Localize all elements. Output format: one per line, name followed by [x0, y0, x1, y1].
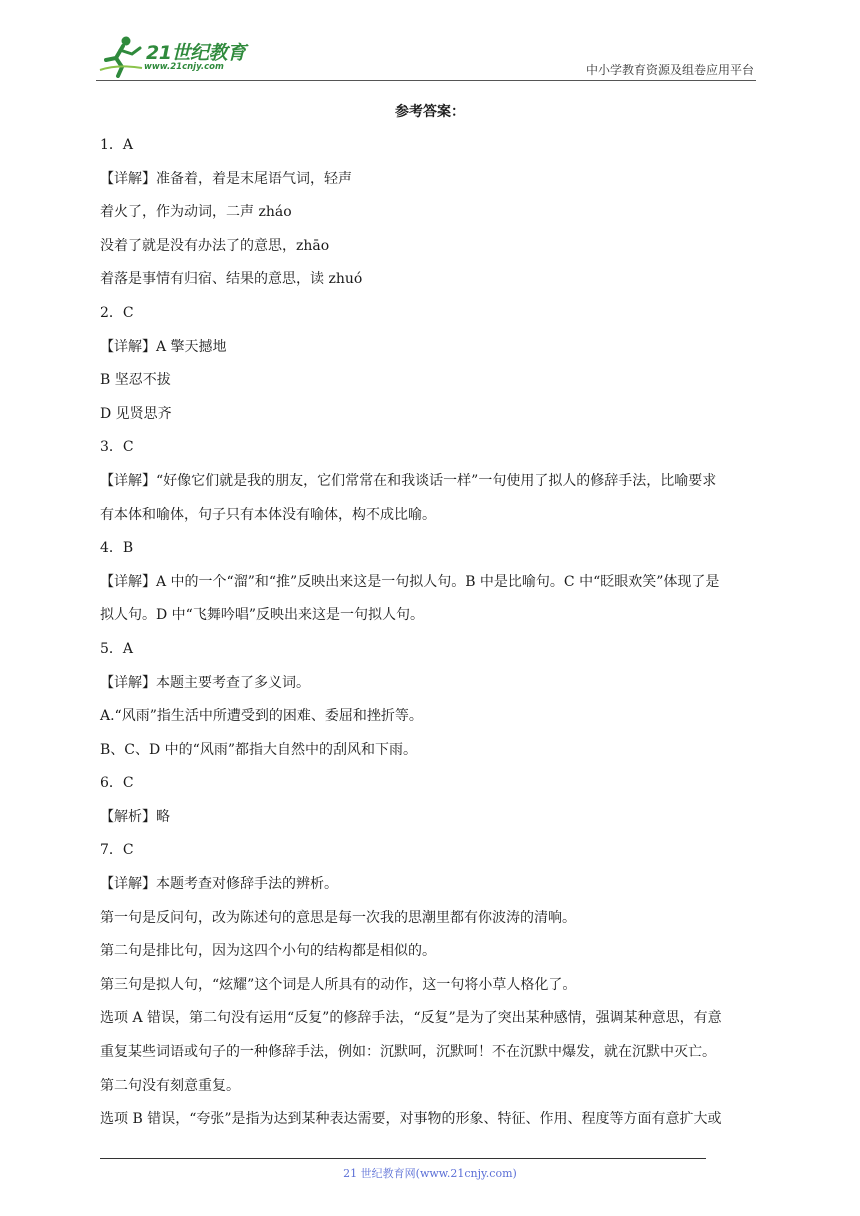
text-line: 7．C — [100, 842, 134, 859]
text-line: 有本体和喻体，句子只有本体没有喻体，构不成比喻。 — [100, 506, 436, 523]
page-header — [96, 34, 756, 81]
text-line: 【详解】本题考查对修辞手法的辨析。 — [100, 876, 338, 893]
text-line: 【详解】“好像它们就是我的朋友，它们常常在和我谈话一样”一句使用了拟人的修辞手法，比喻要求 — [100, 472, 717, 489]
answer-content — [100, 129, 762, 1137]
text-line: 【详解】本题主要考查了多义词。 — [100, 674, 310, 691]
text-line: 【详解】A 中的一个“溜”和“推”反映出来这是一句拟人句。B 中是比喻句。C 中“眨眼欢笑”体现了是 — [100, 573, 720, 590]
text-line: B 坚忍不拔 — [100, 372, 171, 389]
text-line: 第一句是反问句，改为陈述句的意思是每一次我的思潮里都有你波涛的清响。 — [100, 909, 576, 926]
text-line: 【解析】略 — [100, 808, 170, 825]
text-line: 2．C — [100, 304, 134, 321]
text-line: 第二句是排比句，因为这四个小句的结构都是相似的。 — [100, 943, 436, 960]
text-line: 着落是事情有归宿、结果的意思，读 zhuó — [100, 271, 363, 288]
text-line: B、C、D 中的“风雨”都指大自然中的刮风和下雨。 — [100, 741, 417, 758]
text-line: 1．A — [100, 137, 134, 153]
text-line: 6．C — [100, 775, 134, 792]
text-line: 【详解】A 擎天撼地 — [100, 338, 227, 355]
text-line: D 见贤思齐 — [100, 405, 172, 422]
logo-url: www.21cnjy.com — [144, 62, 224, 72]
text-line: 重复某些词语或句子的一种修辞手法，例如：沉默呵，沉默呵！不在沉默中爆发，就在沉默中灭亡。 — [100, 1044, 716, 1061]
page-footer[interactable]: 21 世纪教育网(www.21cnjy.com) — [343, 1167, 517, 1180]
text-line: A.“风雨”指生活中所遭受到的困难、委屈和挫折等。 — [100, 708, 423, 725]
text-line: 没着了就是没有办法了的意思，zhāo — [100, 237, 330, 254]
footer-divider — [100, 1158, 706, 1159]
text-line: 拟人句。D 中“飞舞吟唱”反映出来这是一句拟人句。 — [100, 607, 424, 624]
logo-text: 21世纪教育 — [146, 42, 246, 64]
text-line: 选项 B 错误，“夸张”是指为达到某种表达需要，对事物的形象、特征、作用、程度等方面有意扩大或 — [100, 1111, 722, 1128]
text-line: 选项 A 错误，第二句没有运用“反复”的修辞手法，“反复”是为了突出某种感情，强调某种意思，有意 — [100, 1010, 722, 1027]
text-line: 5．A — [100, 640, 134, 657]
site-logo — [96, 34, 266, 78]
text-line: 第三句是拟人句，“炫耀”这个词是人所具有的动作，这一句将小草人格化了。 — [100, 976, 577, 993]
page-title: 参考答案： — [395, 104, 465, 120]
text-line: 3．C — [100, 439, 134, 456]
text-line: 4．B — [100, 540, 134, 557]
running-man-logo-icon — [96, 34, 146, 78]
text-line: 第二句没有刻意重复。 — [100, 1077, 240, 1094]
platform-name: 中小学教育资源及组卷应用平台 — [585, 63, 754, 77]
text-line: 着火了，作为动词，二声 zháo — [100, 204, 292, 221]
text-line: 【详解】准备着，着是末尾语气词，轻声 — [100, 170, 352, 187]
